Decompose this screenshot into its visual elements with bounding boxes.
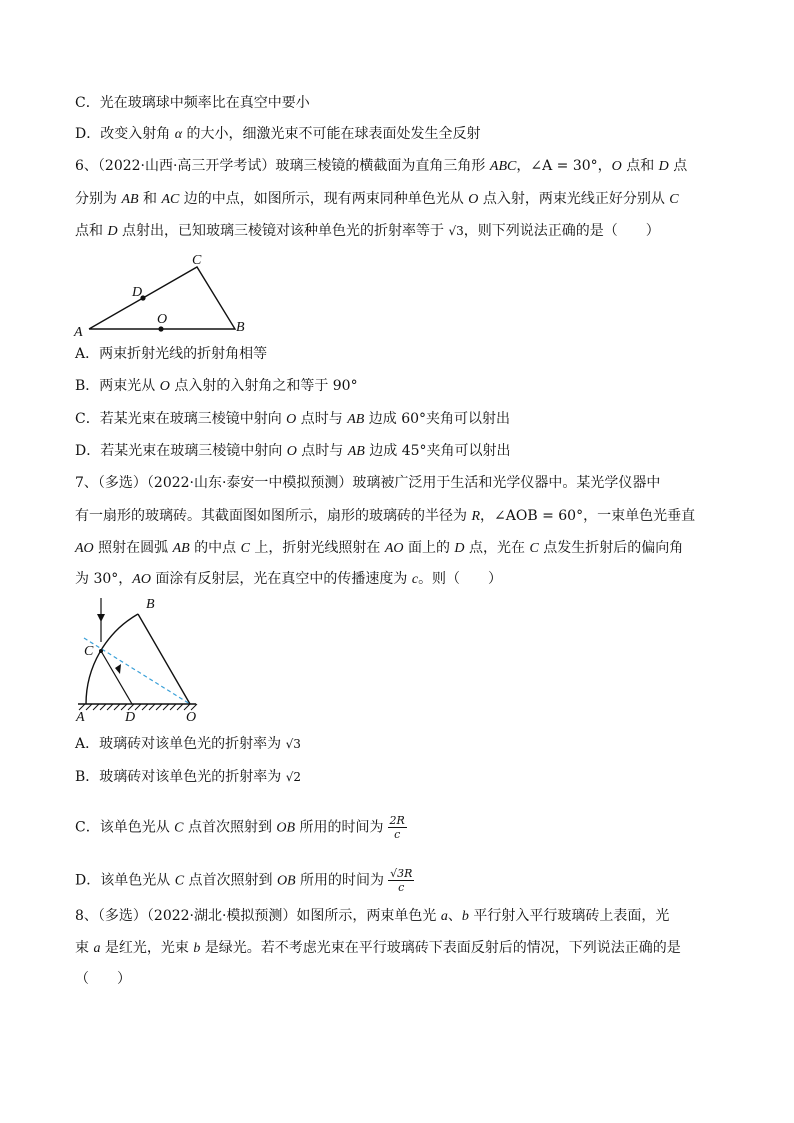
q5-option-d: D．改变入射角 α 的大小，细激光束不可能在球表面处发生全反射	[75, 126, 481, 142]
q7-option-c: C．该单色光从 C 点首次照射到 OB 所用的时间为 $\frac{2R}{c}$	[75, 814, 405, 841]
label-b: B	[146, 597, 155, 612]
arc-ab	[86, 614, 138, 704]
q6-stem-line2: 分别为 AB 和 AC 边的中点，如图所示，现有两束同种单色光从 O 点入射，两束光线正好分别从 C	[75, 191, 679, 207]
q6-option-d: D．若某光束在玻璃三棱镜中射向 O 点时与 AB 边成 45°夹角可以射出	[75, 443, 511, 459]
q6-option-c: C．若某光束在玻璃三棱镜中射向 O 点时与 AB 边成 60°夹角可以射出	[75, 411, 511, 427]
q7-stem-line3: AO 照射在圆弧 AB 的中点 C 上，折射光线照射在 AO 面上的 D 点，光在 C 点发生折射后的偏向角	[75, 540, 684, 556]
q6-option-a: A．两束折射光线的折射角相等	[75, 346, 268, 362]
label-b: B	[236, 320, 245, 335]
label-d: D	[132, 285, 143, 300]
q7-option-a: A．玻璃砖对该单色光的折射率为 √3	[75, 736, 301, 752]
q6-stem-line3: 点和 D 点射出，已知玻璃三棱镜对该种单色光的折射率等于 √3，则下列说法正确的是（ ）	[75, 223, 660, 239]
label-c: C	[84, 644, 94, 659]
q5-option-c: C．光在玻璃球中频率比在真空中要小	[75, 95, 310, 111]
label-o: O	[186, 710, 197, 724]
label-a: A	[74, 325, 83, 340]
fraction-sqrt3r-over-c: $\frac{√3R}{c}$	[390, 867, 413, 894]
radius-ob	[138, 614, 190, 704]
q7-stem-line4: 为 30°，AO 面涂有反射层，光在真空中的传播速度为 c。则（ ）	[75, 571, 503, 587]
q7-stem-line1: 7、（多选）（2022·山东·泰安一中模拟预测）玻璃被广泛用于生活和光学仪器中。某光学仪器中	[75, 475, 661, 491]
q6-stem-line1: 6、（2022·山西·高三开学考试）玻璃三棱镜的横截面为直角三角形 ABC，∠A = 30°，O 点和 D 点	[75, 158, 688, 174]
q8-stem-line1: 8、（多选）（2022·湖北·模拟预测）如图所示，两束单色光 a、b 平行射入平行玻璃砖上表面，光	[75, 908, 670, 924]
label-c: C	[192, 253, 202, 268]
q7-option-d: D．该单色光从 C 点首次照射到 OB 所用的时间为 $\frac{√3R}{c}$	[75, 867, 413, 894]
q8-stem-line3: （ ）	[75, 971, 131, 987]
label-o: O	[157, 312, 168, 327]
label-d: D	[125, 710, 136, 724]
label-a: A	[76, 710, 85, 724]
q6-option-b: B．两束光从 O 点入射的入射角之和等于 90°	[75, 378, 358, 394]
q7-option-b: B．玻璃砖对该单色光的折射率为 √2	[75, 769, 302, 785]
q7-sector-figure	[70, 592, 210, 724]
q6-triangle-figure	[70, 250, 270, 340]
point-o	[158, 326, 163, 331]
q7-stem-line2: 有一扇形的玻璃砖。其截面图如图所示，扇形的玻璃砖的半径为 R，∠AOB = 60°，一束单色光垂直	[75, 508, 696, 524]
fraction-2r-over-c: $\frac{2R}{c}$	[389, 814, 405, 841]
q8-stem-line2: 束 a 是红光，光束 b 是绿光。若不考虑光束在平行玻璃砖下表面反射后的情况，下列说法正确的是	[75, 940, 681, 956]
